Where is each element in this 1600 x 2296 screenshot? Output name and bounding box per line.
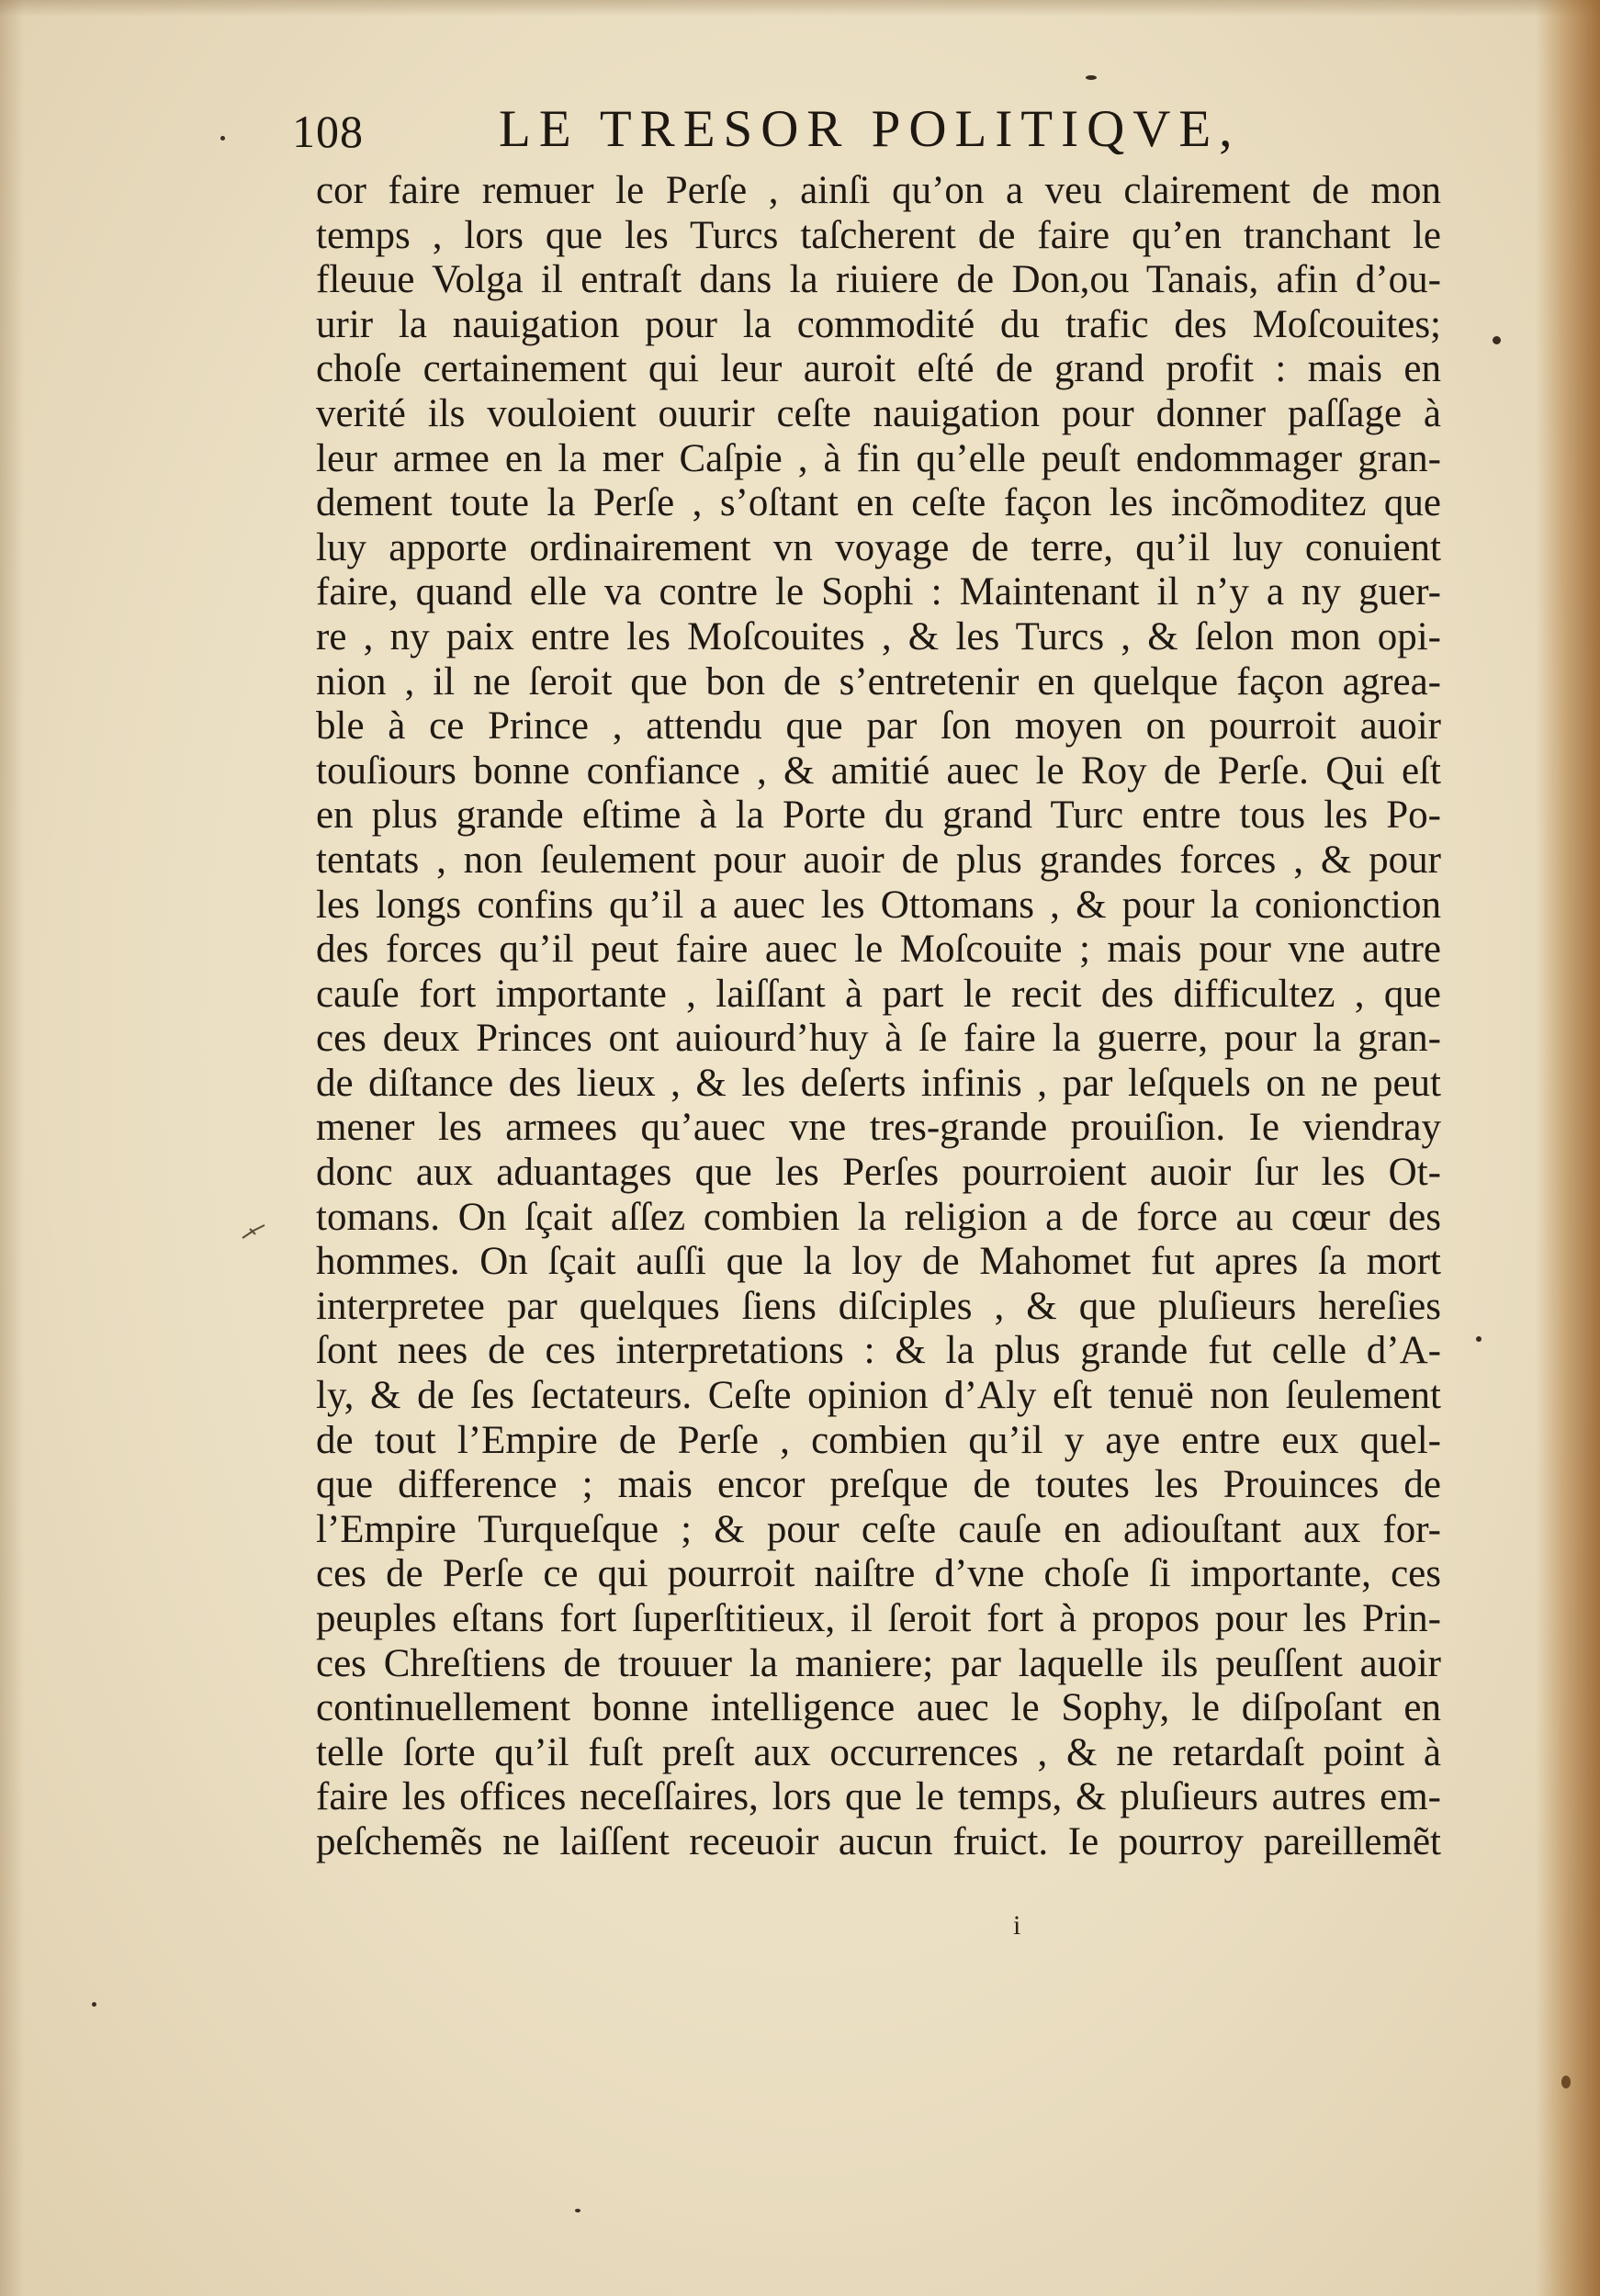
page-top-shadow [0, 0, 1600, 17]
text-line: fleuue Volga il entraſt dans la riuiere de Don,ou Tanais, afin d’ou- [316, 258, 1441, 302]
text-line: ces de Perſe ce qui pourroit naiſtre d’vne choſe ſi importante, ces [316, 1552, 1441, 1596]
text-line: luy apporte ordinairement vn voyage de terre, qu’il luy conuient [316, 525, 1441, 569]
text-line: leur armee en la mer Caſpie , à fin qu’elle peuſt endommager gran- [316, 436, 1441, 480]
ink-speck [1493, 336, 1501, 344]
text-line: de tout l’Empire de Perſe , combien qu’il y aye entre eux quel- [316, 1418, 1441, 1462]
text-line: faire, quand elle va contre le Sophi : Maintenant il n’y a ny guer- [316, 570, 1441, 614]
text-line: tentats , non ſeulement pour auoir de plus grandes forces , & pour [316, 838, 1441, 882]
text-line: peuples eſtans fort ſuperſtitieux, il ſeroit fort à propos pour les Prin- [316, 1597, 1441, 1640]
ink-speck [1561, 2076, 1571, 2088]
ink-speck [575, 2209, 580, 2212]
text-line: que difference ; mais encor preſque de toutes les Prouinces de [316, 1463, 1441, 1507]
text-line: ces deux Princes ont auiourd’huy à ſe faire la guerre, pour la gran- [316, 1017, 1441, 1061]
margin-stroke-mark [241, 1220, 266, 1242]
text-line: faire les offices neceſſaires, lors que le temps, & pluſieurs autres em- [316, 1775, 1441, 1819]
page-left-shadow [0, 0, 24, 2296]
text-line: mener les armees qu’auec vne tres-grande prouiſion. Ie viendray [316, 1106, 1441, 1150]
text-line: telle ſorte qu’il fuſt preſt aux occurrences , & ne retardaſt point à [316, 1730, 1441, 1774]
text-line: peſchemẽs ne laiſſent receuoir aucun fruict. Ie pourroy pareillemẽt [316, 1819, 1441, 1863]
signature-mark: i [1013, 1910, 1021, 1941]
text-line: verité ils vouloient ouurir ceſte nauigation pour donner paſſage à [316, 391, 1441, 435]
ink-speck [92, 2002, 96, 2007]
text-line: nion , il ne ſeroit que bon de s’entretenir en quelque façon agrea- [316, 659, 1441, 703]
text-line: ces Chreſtiens de trouuer la maniere; par laquelle ils peuſſent auoir [316, 1641, 1441, 1685]
text-line: interpretee par quelques ſiens diſciples , & que pluſieurs hereſies [316, 1284, 1441, 1328]
page-header [292, 99, 1449, 163]
text-line: choſe certainement qui leur auroit eſté de grand profit : mais en [316, 347, 1441, 391]
text-line: continuellement bonne intelligence auec le Sophy, le diſpoſant en [316, 1686, 1441, 1730]
text-line: touſiours bonne confiance , & amitié auec le Roy de Perſe. Qui eſt [316, 748, 1441, 793]
page-number: 108 [292, 106, 364, 157]
text-line: ble à ce Prince , attendu que par ſon moyen on pourroit auoir [316, 704, 1441, 748]
text-line: temps , lors que les Turcs taſcherent de faire qu’en tranchant le [316, 213, 1441, 257]
text-line: l’Empire Turqueſque ; & pour ceſte cauſe en adiouſtant aux for- [316, 1507, 1441, 1551]
text-line: urir la nauigation pour la commodité du trafic des Moſcouites; [316, 302, 1441, 346]
text-line: hommes. On ſçait auſſi que la loy de Mahomet fut apres ſa mort [316, 1240, 1441, 1284]
text-line: ly, & de ſes ſectateurs. Ceſte opinion d’Aly eſt tenuë non ſeulement [316, 1374, 1441, 1418]
page-right-edge-stain [1536, 0, 1600, 2296]
text-line: les longs confins qu’il a auec les Ottomans , & pour la conionction [316, 883, 1441, 927]
ink-speck [220, 136, 225, 141]
text-line: dement toute la Perſe , s’oſtant en ceſte façon les incõmoditez que [316, 481, 1441, 525]
text-line: de diſtance des lieux , & les deſerts infinis , par leſquels on ne peut [316, 1061, 1441, 1105]
ink-speck [1476, 1336, 1482, 1342]
text-line: en plus grande eſtime à la Porte du grand Turc entre tous les Po- [316, 793, 1441, 838]
text-line: ſont nees de ces interpretations : & la plus grande fut celle d’A- [316, 1329, 1441, 1373]
text-line: re , ny paix entre les Moſcouites , & les Turcs , & ſelon mon opi- [316, 614, 1441, 658]
text-line: cauſe fort importante , laiſſant à part le recit des difficultez , que [316, 972, 1441, 1016]
text-line: tomans. On ſçait aſſez combien la religion a de force au cœur des [316, 1195, 1441, 1239]
ink-speck [1086, 75, 1097, 80]
body-text-block [316, 169, 1441, 1865]
running-title: LE TRESOR POLITIQVE, [499, 100, 1241, 158]
text-line: donc aux aduantages que les Perſes pourroient auoir ſur les Ot- [316, 1151, 1441, 1195]
text-line: cor faire remuer le Perſe , ainſi qu’on a veu clairement de mon [316, 169, 1441, 212]
text-line: des forces qu’il peut faire auec le Moſcouite ; mais pour vne autre [316, 928, 1441, 972]
